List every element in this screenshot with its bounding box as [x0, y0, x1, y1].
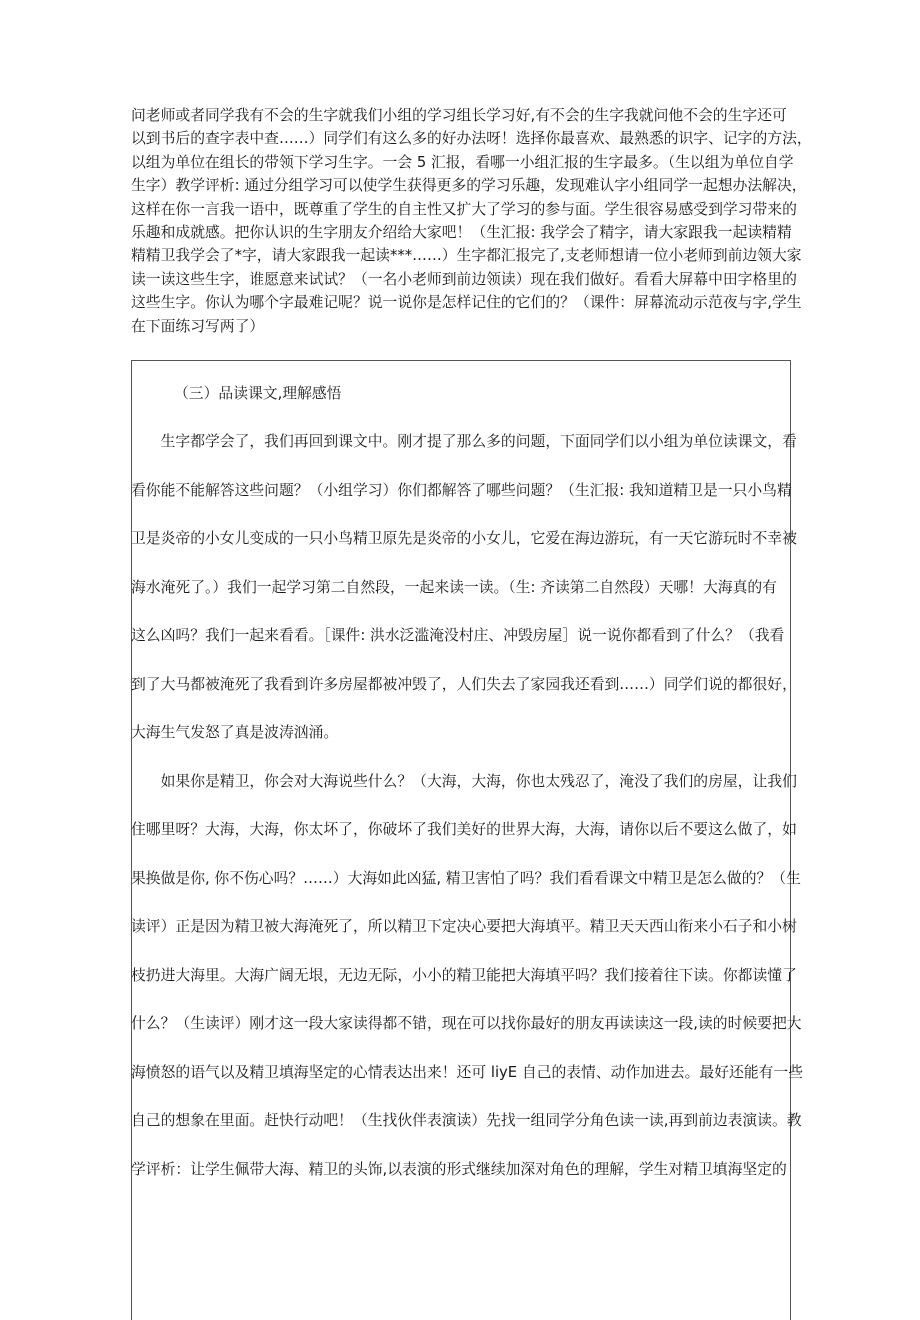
- top-paragraph: [131, 104, 812, 338]
- text-line: 海水淹死了。）我们一起学习第二自然段，一起来读一读。（生: 齐读第二自然段）天哪！大海真的有: [131, 579, 777, 596]
- text-line: 住哪里呀？大海，大海，你太坏了，你破坏了我们美好的世界大海，大海，请你以后不要这么做了，如: [131, 821, 797, 838]
- text-line: 看你能不能解答这些问题？（小组学习）你们都解答了哪些问题？（生汇报: 我知道精卫是一只小鸟精: [131, 482, 792, 499]
- text-line: 乐趣和成就感。把你认识的生字朋友介绍给大家吧！（生汇报: 我学会了精字，请大家跟我一起读精精: [131, 223, 792, 241]
- text-line: 大海生气发怒了真是波涛汹涌。: [131, 724, 339, 741]
- text-line: 学评析：让学生佩带大海、精卫的头饰,以表演的形式继续加深对角色的理解，学生对精卫填海坚定的: [131, 1161, 787, 1178]
- text-line: 精精卫我学会了*字，请大家跟我一起读***……）生字都汇报完了,支老师想请一位小老师到前边领大家: [131, 247, 802, 265]
- text-line: 这样在你一言我一语中，既尊重了学生的自主性又扩大了学习的参与面。学生很容易感受到学习带来的: [131, 200, 797, 218]
- text-line: 在下面练习写两了）: [131, 317, 265, 335]
- text-line: 以到书后的查字表中查……）同学们有这么多的好办法呀！选择你最喜欢、最熟悉的识字、记字的方法，: [131, 130, 812, 148]
- text-line: 问老师或者同学我有不会的生字就我们小组的学习组长学习好,有不会的生字我就问他不会的生字还可: [131, 107, 787, 124]
- text-line: 卫是炎帝的小女儿变成的一只小鸟精卫原先是炎帝的小女儿，它爱在海边游玩，有一天它游玩时不幸被: [131, 530, 797, 547]
- text-line: 读一读这些生字，谁愿意来试试？（一名小老师到前边领读）现在我们做好。看看大屏幕中田字格里的: [131, 270, 797, 288]
- text-line: 这么凶吗？我们一起来看看。［课件: 洪水泛滥淹没村庄、冲毁房屋］说一说你都看到了什么？（我看: [131, 627, 785, 644]
- text-line: 自己的想象在里面。赶快行动吧！（生找伙伴表演读）先找一组同学分角色读一读,再到前边表演读。教: [131, 1112, 802, 1129]
- text-line: 生字）教学评析: 通过分组学习可以使学生获得更多的学习乐趣，发现难认字小组同学一起想办法解决，: [131, 177, 807, 195]
- text-line: 这些生字。你认为哪个字最难记呢？说一说你是怎样记住的它们的？（课件：屏幕流动示范夜与字,学生: [131, 294, 802, 312]
- text-line: 果换做是你, 你不伤心吗？……）大海如此凶猛, 精卫害怕了吗？我们看看课文中精卫是怎么做的？（生: [131, 870, 801, 887]
- text-line: 生字都学会了，我们再回到课文中。刚才提了那么多的问题，下面同学们以小组为单位读课文，看: [131, 433, 797, 450]
- text-line: 什么？（生读评）刚才这一段大家读得都不错，现在可以找你最好的朋友再读读这一段,读的时候要把大: [131, 1015, 802, 1032]
- text-line: 到了大马都被淹死了我看到许多房屋都被冲毁了，人们失去了家园我还看到……）同学们说的都很好，: [131, 676, 797, 693]
- text-line: 枝扔进大海里。大海广阔无垠，无边无际，小小的精卫能把大海填平吗？我们接着往下读。你都读懂了: [131, 967, 797, 984]
- text-line: 以组为单位在组长的带领下学习生字。一会 5 汇报，看哪一小组汇报的生字最多。（生以组为单位自学: [131, 153, 794, 171]
- text-line: 如果你是精卫，你会对大海说些什么？（大海，大海，你也太残忍了，淹没了我们的房屋，让我们: [131, 773, 797, 790]
- text-line: 海愤怒的语气以及精卫填海坚定的心情表达出来！还可 liyE 自己的表情、动作加进去。最好还能有一些: [131, 1064, 804, 1081]
- section-heading: （三）品读课文,理解感悟: [174, 385, 342, 402]
- text-line: 读评）正是因为精卫被大海淹死了，所以精卫下定决心要把大海填平。精卫天天西山衔来小石子和小树: [131, 918, 797, 935]
